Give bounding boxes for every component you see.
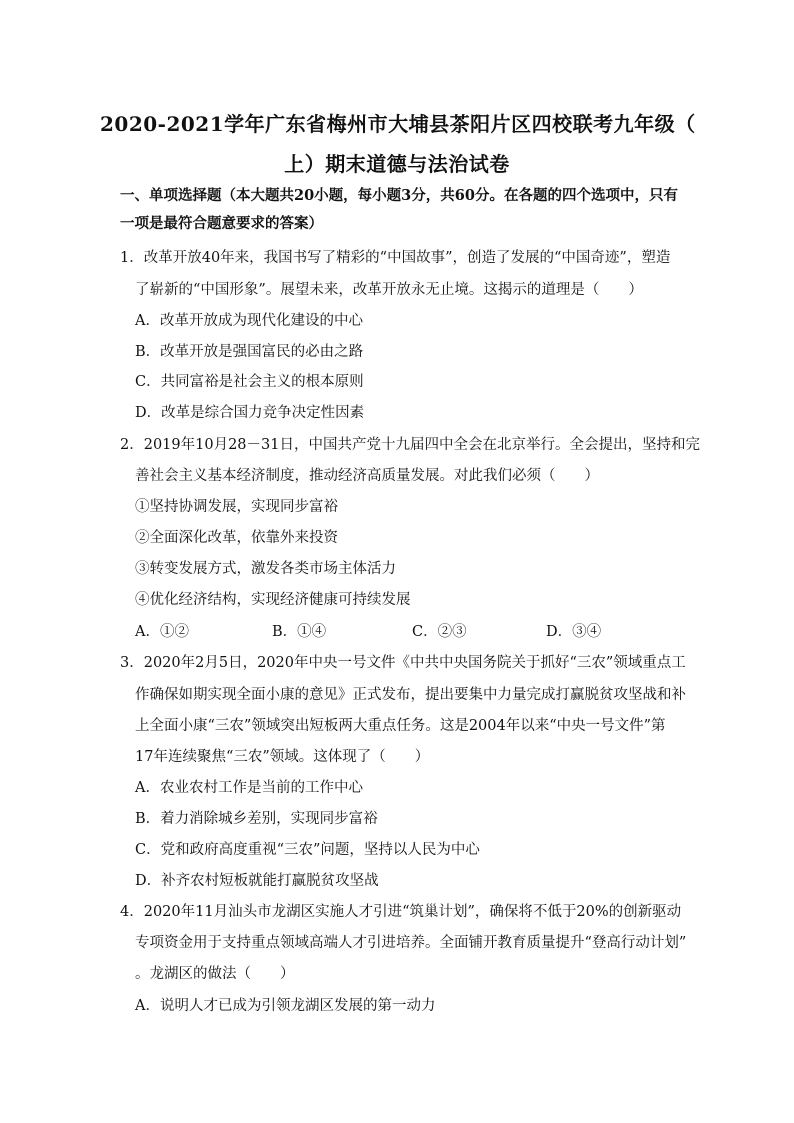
question-3-option-a: A．农业农村工作是当前的工作中心 (135, 780, 363, 796)
question-2-option-b: B．①④ (272, 624, 327, 640)
question-2-stem-line-2: 善社会主义基本经济制度，推动经济高质量发展。对此我们必须（ ） (135, 468, 599, 484)
question-3-stem-line-3: 上全面小康“三农”领域突出短板两大重点任务。这是2004年以来“中央一号文件”第 (135, 718, 666, 734)
question-1-option-a: A．改革开放成为现代化建设的中心 (135, 313, 363, 329)
question-3-stem-line-1: 3．2020年2月5日，2020年中央一号文件《中共中央国务院关于抓好“三农”领域重点工 (120, 655, 686, 671)
question-4-stem-line-3: 。龙湖区的做法（ ） (135, 966, 295, 982)
question-2-option-a: A．①② (135, 624, 189, 640)
question-3-option-c: C．党和政府高度重视“三农”问题，坚持以人民为中心 (135, 842, 480, 858)
question-1-option-b: B．改革开放是强国富民的必由之路 (135, 344, 364, 360)
question-2-option-d: D．③④ (546, 624, 602, 640)
question-4-stem-line-2: 专项资金用于支持重点领域高端人才引进培养。全面铺开教育质量提升“登高行动计划” (135, 935, 687, 951)
exam-title-line-1: 2020-2021学年广东省梅州市大埔县茶阳片区四校联考九年级（ (100, 112, 696, 136)
question-2-statement-2: ②全面深化改革，依靠外来投资 (135, 530, 338, 546)
question-2-options (135, 620, 655, 642)
question-2-stem-line-1: 2．2019年10月28－31日，中国共产党十九届四中全会在北京举行。全会提出，坚持和完 (120, 437, 700, 453)
question-3-option-b: B．着力消除城乡差别，实现同步富裕 (135, 811, 378, 827)
question-1-option-d: D．改革是综合国力竞争决定性因素 (135, 405, 365, 421)
section-heading-line-1: 一、单项选择题（本大题共20小题，每小题3分，共60分。在各题的四个选项中，只有 (120, 187, 678, 204)
question-1-stem-line-2: 了崭新的“中国形象”。展望未来，改革开放永无止境。这揭示的道理是（ ） (135, 282, 643, 298)
section-heading-line-2: 一项是最符合题意要求的答案） (120, 215, 323, 232)
question-2-statement-3: ③转变发展方式，激发各类市场主体活力 (135, 561, 396, 577)
question-2-statement-4: ④优化经济结构，实现经济健康可持续发展 (135, 592, 411, 608)
section-heading (120, 182, 680, 238)
question-4-option-a: A．说明人才已成为引领龙湖区发展的第一动力 (135, 998, 436, 1014)
question-1-option-c: C．共同富裕是社会主义的根本原则 (135, 374, 364, 390)
exam-title-line-2: 上）期末道德与法治试卷 (284, 152, 510, 176)
question-4-stem-line-1: 4．2020年11月汕头市龙湖区实施人才引进“筑巢计划”，确保将不低于20%的创新驱动 (120, 904, 682, 920)
question-3-stem-line-4: 17年连续聚焦“三农”领域。这体现了（ ） (135, 749, 430, 765)
question-2-statement-1: ①坚持协调发展，实现同步富裕 (135, 499, 338, 515)
question-1-stem-line-1: 1．改革开放40年来，我国书写了精彩的“中国故事”，创造了发展的“中国奇迹”，塑造 (120, 250, 671, 266)
question-3-stem-line-2: 作确保如期实现全面小康的意见》正式发布，提出要集中力量完成打赢脱贫攻坚战和补 (135, 687, 686, 703)
question-2-option-c: C．②③ (412, 624, 467, 640)
question-3-option-d: D．补齐农村短板就能打赢脱贫攻坚战 (135, 873, 379, 889)
